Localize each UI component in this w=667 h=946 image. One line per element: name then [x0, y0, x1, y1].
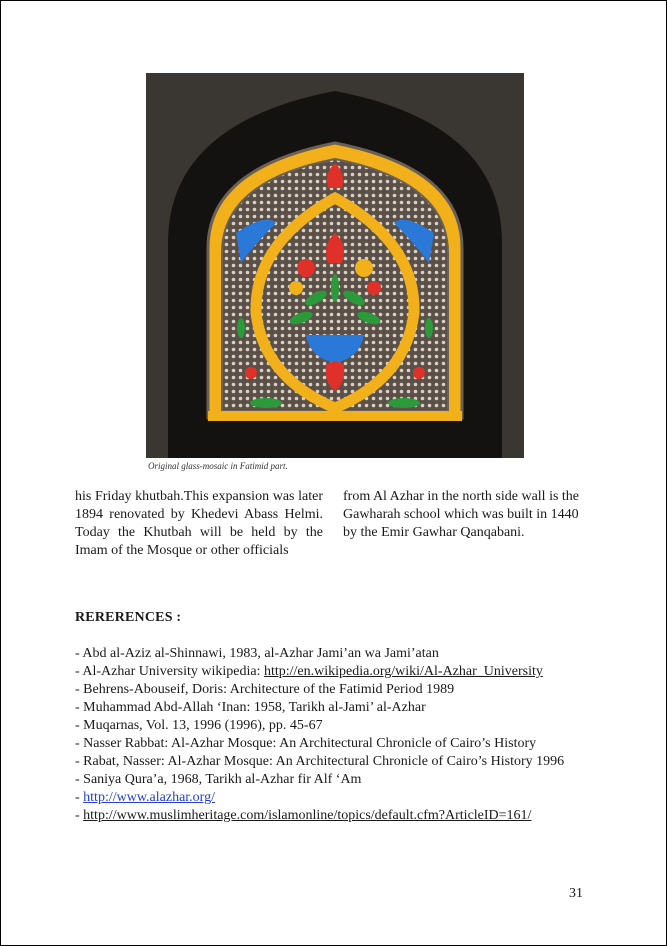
reference-item: - Rabat, Nasser: Al-Azhar Mosque: An Architectural Chronicle of Cairo’s History 1996: [75, 754, 565, 769]
stained-glass-photo: [146, 73, 524, 458]
reference-link[interactable]: http://www.alazhar.org/: [83, 790, 215, 805]
reference-item: - Al-Azhar University wikipedia: http://en.wikipedia.org/wiki/Al-Azhar_University: [75, 664, 543, 679]
body-left-column: his Friday khutbah.This expansion was later 1894 renovated by Khedevi Abass Helmi. Today the Khutbah will be held by the Imam of the Mosque or other officials: [75, 489, 323, 558]
reference-item: - Behrens-Abouseif, Doris: Architecture of the Fatimid Period 1989: [75, 682, 455, 697]
reference-item: - Muhammad Abd-Allah ‘Inan: 1958, Tarikh al-Jami’ al-Azhar: [75, 700, 426, 715]
reference-item: - Nasser Rabbat: Al-Azhar Mosque: An Architectural Chronicle of Cairo’s History: [75, 736, 537, 751]
references-list: [75, 645, 564, 825]
reference-link[interactable]: http://www.muslimheritage.com/islamonline/topics/default.cfm?ArticleID=161/: [83, 808, 532, 823]
reference-item: - http://www.alazhar.org/: [75, 790, 215, 805]
reference-item: - Saniya Qura’a, 1968, Tarikh al-Azhar fir Alf ‘Am: [75, 772, 362, 787]
page-number: 31: [569, 886, 583, 901]
reference-link[interactable]: http://en.wikipedia.org/wiki/Al-Azhar_University: [263, 664, 543, 679]
reference-item: - Muqarnas, Vol. 13, 1996 (1996), pp. 45-67: [75, 718, 323, 733]
photo-caption: Original glass-mosaic in Fatimid part.: [148, 461, 288, 471]
body-right-column: from Al Azhar in the north side wall is the Gawharah school which was built in 1440 by the Emir Gawhar Qanqabani.: [343, 489, 580, 540]
references-heading: RERERENCES :: [75, 610, 182, 625]
reference-item: - http://www.muslimheritage.com/islamonline/topics/default.cfm?ArticleID=161/: [75, 808, 532, 823]
reference-item: - Abd al-Aziz al-Shinnawi, 1983, al-Azhar Jami’an wa Jami’atan: [75, 646, 439, 661]
